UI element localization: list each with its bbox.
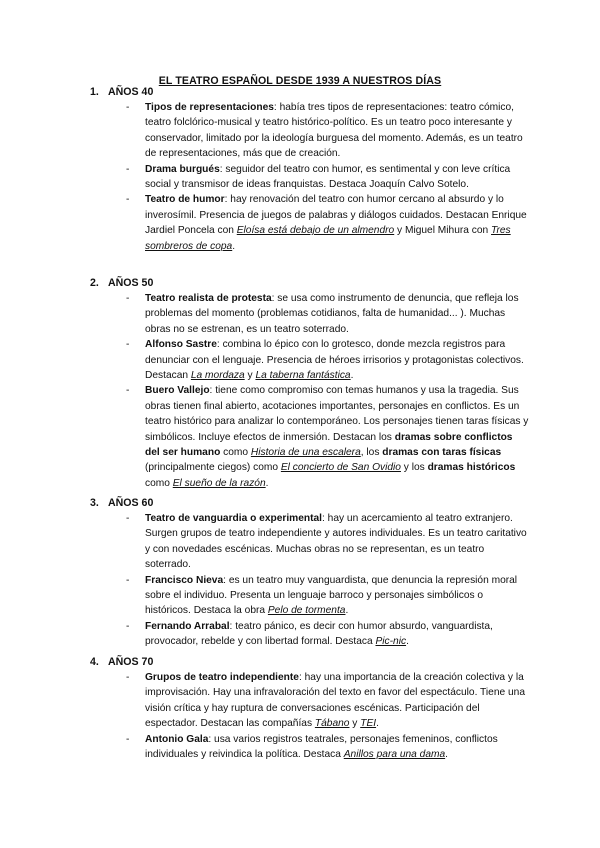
work-title: La taberna fantástica xyxy=(255,370,351,382)
item-emphasis: dramas con taras físicas xyxy=(382,447,502,459)
section-label: AÑOS 60 xyxy=(108,497,154,509)
dash-bullet: - xyxy=(126,163,130,175)
dash-bullet: - xyxy=(126,733,130,745)
section-number: 1. xyxy=(90,86,99,98)
section-label: AÑOS 70 xyxy=(108,656,154,668)
work-title: Tres sombreros de copa xyxy=(145,225,511,252)
item-text: : seguidor del teatro con humor, es sentimental y con leve crítica social y transmisor de ideas franquistas. Destaca Joaquín Calvo Sotelo. xyxy=(145,163,511,191)
section-label: AÑOS 40 xyxy=(108,86,154,98)
item-text: : hay un acercamiento al teatro extranjero. Surgen grupos de teatro independiente y autores individuales. Es un teatro caritativo y con novedades escénicas. Muchas obras no se representan, es un teatro soterrado. xyxy=(145,513,527,571)
section-number: 3. xyxy=(90,497,99,509)
item-text: , los xyxy=(360,447,383,459)
section-1960s xyxy=(90,495,530,650)
work-title: TEI xyxy=(360,718,377,730)
item-term: Buero Vallejo xyxy=(145,385,210,397)
item-term: Grupos de teatro independiente xyxy=(145,672,299,683)
list-item xyxy=(90,100,530,162)
item-text: : combina lo épico con lo grotesco, donde mezcla registros para denunciar con el lenguaje. Presencia de héroes irrisorios y protagonistas colectivos. Destacan xyxy=(145,339,524,382)
item-term: Tipos de representaciones xyxy=(145,102,274,113)
item-text: . xyxy=(406,636,409,648)
item-text: (principalmente ciegos) como xyxy=(145,462,281,474)
item-text: . xyxy=(265,477,269,489)
item-text: y los xyxy=(400,462,428,474)
section-1950s xyxy=(90,275,530,491)
list-item xyxy=(90,383,530,491)
list-item xyxy=(90,192,530,254)
list-item xyxy=(90,511,530,573)
section-number: 4. xyxy=(90,656,99,668)
dash-bullet: - xyxy=(126,339,130,351)
item-text: : es un teatro muy vanguardista, que denuncia la represión moral sobre el individuo. Presenta un lenguaje barroco y personajes simbólicos o históricos. Destaca la obra xyxy=(145,574,518,617)
section-number: 2. xyxy=(90,277,99,289)
list-item xyxy=(90,573,530,619)
section-heading xyxy=(90,275,530,291)
dash-bullet: - xyxy=(126,513,130,524)
dash-bullet: - xyxy=(126,574,130,586)
item-text: : usa varios registros teatrales, personajes femeninos, conflictos individuales y reivindica la política. Destaca xyxy=(145,733,498,761)
dash-bullet: - xyxy=(126,102,130,113)
item-term: Teatro de vanguardia o experimental xyxy=(145,513,323,524)
document-title: EL TEATRO ESPAÑOL DESDE 1939 A NUESTROS DÍAS xyxy=(158,75,442,87)
section-1940s xyxy=(90,84,530,254)
item-term: Alfonso Sastre xyxy=(145,339,217,351)
dash-bullet: - xyxy=(126,293,130,304)
item-list xyxy=(90,511,530,650)
dash-bullet: - xyxy=(126,385,130,397)
list-item xyxy=(90,337,530,383)
item-text: . xyxy=(376,718,379,730)
section-1970s xyxy=(90,654,530,762)
item-text: como xyxy=(220,447,251,459)
item-term: Teatro de humor xyxy=(145,194,225,206)
item-text: como xyxy=(145,477,173,489)
item-text: : tiene como compromiso con temas humanos y usa la tragedia. Sus obras tienen final abierto, acotaciones importantes, personajes en conflictos. Es un teatro histórico para analizar lo contemporáneo. Los personajes tienen taras físicas y simbólicos. Incluye efectos de inmersión. Destacan los xyxy=(145,385,529,443)
item-list xyxy=(90,291,530,491)
item-term: Fernando Arrabal xyxy=(145,620,230,632)
item-emphasis: dramas sobre conflictos del ser humano xyxy=(145,431,513,459)
item-text: : teatro pánico, es decir con humor absurdo, vanguardista, provocador, rebelde y con libertad formal. Destaca xyxy=(145,620,493,648)
dash-bullet: - xyxy=(126,672,130,683)
item-text: y Miguel Mihura con xyxy=(394,225,492,237)
list-item xyxy=(90,619,530,650)
item-text: : hay renovación del teatro con humor cercano al absurdo y lo inverosímil. Presencia de juegos de palabras y diálogos cuidados. Destacan Enrique Jardiel Poncela con xyxy=(145,194,527,237)
list-item xyxy=(90,670,530,732)
item-term: Drama burgués xyxy=(145,163,220,175)
dash-bullet: - xyxy=(126,620,130,632)
work-title: Pic-nic xyxy=(375,636,407,648)
item-term: Teatro realista de protesta xyxy=(145,293,272,304)
section-heading xyxy=(90,84,530,100)
item-emphasis: dramas históricos xyxy=(427,462,516,474)
item-text: . xyxy=(350,370,354,382)
list-item xyxy=(90,732,530,763)
work-title: El sueño de la razón xyxy=(172,477,266,489)
item-list xyxy=(90,670,530,762)
dash-bullet: - xyxy=(126,194,130,206)
item-text: . xyxy=(232,240,236,252)
item-text: : había tres tipos de representaciones: teatro cómico, teatro folclórico-musical y teatro histórico-político. Es un teatro poco interesante y conservador, limitado por la ideología burguesa del momento. Además, es un teatro de representaciones, más que de creación. xyxy=(145,102,523,160)
work-title: La mordaza xyxy=(190,370,245,382)
item-text: . xyxy=(445,749,448,761)
item-text: y xyxy=(349,718,361,730)
item-term: Francisco Nieva xyxy=(145,574,224,586)
list-item xyxy=(90,162,530,193)
work-title: Eloísa está debajo de un almendro xyxy=(236,225,395,237)
work-title: Anillos para una dama xyxy=(343,749,446,761)
item-text: . xyxy=(345,605,349,617)
item-text: : se usa como instrumento de denuncia, que refleja los problemas del momento (problemas cotidianos, falta de humanidad... ). Muchas obras no se estrenan, es un teatro soterrado. xyxy=(145,293,519,335)
work-title: El concierto de San Ovidio xyxy=(280,462,401,474)
section-heading xyxy=(90,495,530,511)
item-text: : hay una importancia de la creación colectiva y la improvisación. Hay una infravaloración del texto en favor del espectáculo. Tiene una visión crítica y hay ruptura de conversaciones escénicas. Participación del espectador. Destacan las compañías xyxy=(145,672,525,730)
section-heading xyxy=(90,654,530,670)
item-text: y xyxy=(244,370,256,382)
work-title: Tábano xyxy=(314,718,350,730)
work-title: Pelo de tormenta xyxy=(267,605,346,617)
section-label: AÑOS 50 xyxy=(108,277,154,289)
item-list xyxy=(90,100,530,254)
item-term: Antonio Gala xyxy=(145,733,209,745)
list-item xyxy=(90,291,530,337)
work-title: Historia de una escalera xyxy=(250,447,361,459)
